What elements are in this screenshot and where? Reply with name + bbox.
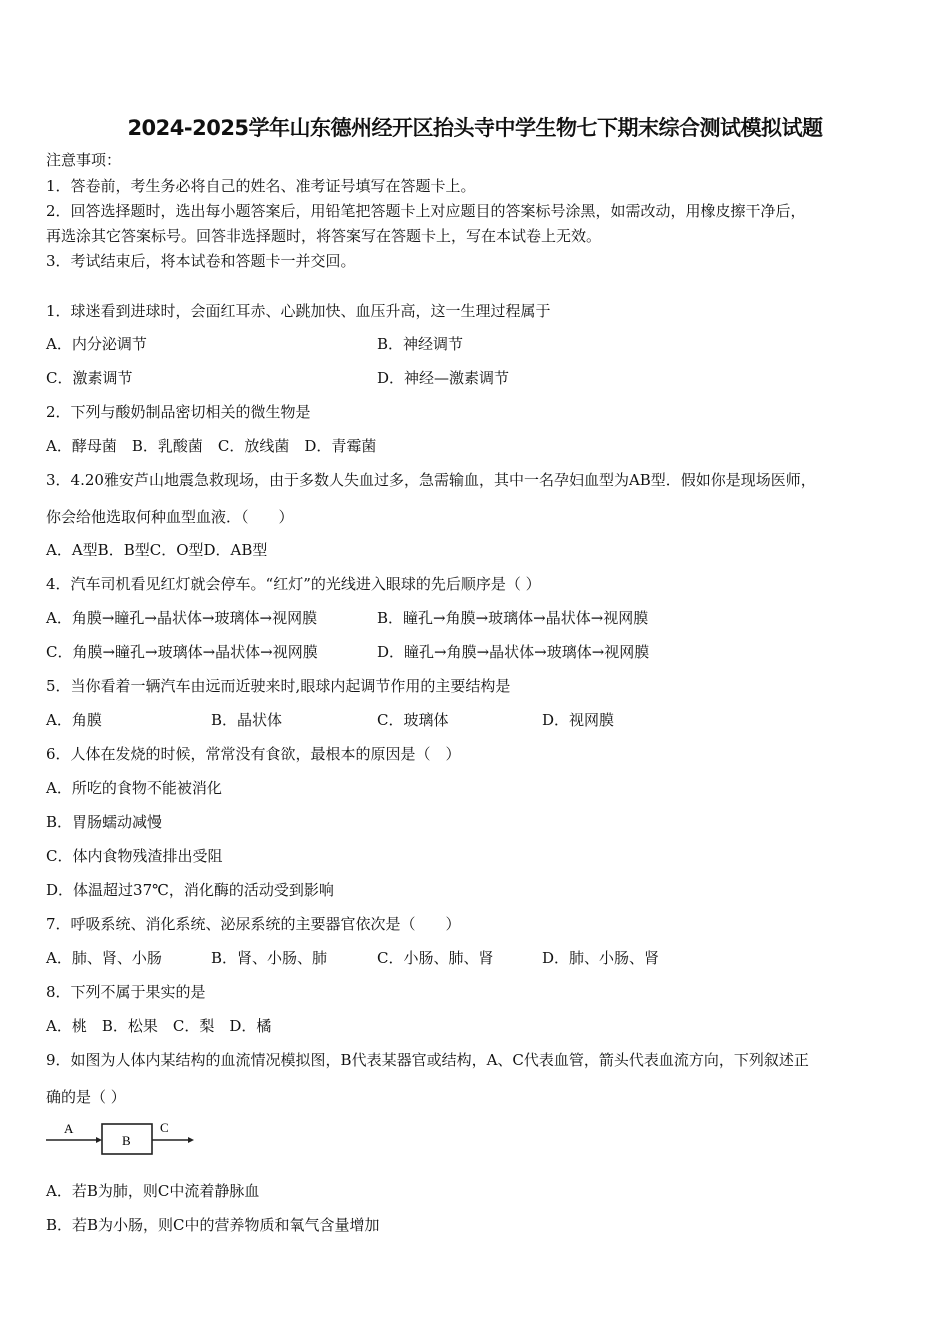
question-stem: 7．呼吸系统、消化系统、泌尿系统的主要器官依次是（ ） [46, 915, 461, 933]
options: A．酵母菌 B．乳酸菌 C．放线菌 D．青霉菌 [46, 437, 377, 455]
notice-item: 1．答卷前，考生务必将自己的姓名、准考证号填写在答题卡上。 [46, 177, 476, 195]
question-stem: 6．人体在发烧的时候，常常没有食欲，最根本的原因是（ ） [46, 745, 461, 763]
option-a: A．所吃的食物不能被消化 [46, 779, 222, 797]
option-d: D．视网膜 [542, 711, 615, 729]
option-b: B．若B为小肠，则C中的营养物质和氧气含量增加 [46, 1216, 380, 1234]
option-b: B．瞳孔→角膜→玻璃体→晶状体→视网膜 [377, 609, 649, 627]
question-stem: 4．汽车司机看见红灯就会停车。“红灯”的光线进入眼球的先后顺序是（ ） [46, 575, 541, 593]
question-stem: 5．当你看着一辆汽车由远而近驶来时,眼球内起调节作用的主要结构是 [46, 677, 511, 695]
notice-heading: 注意事项： [46, 151, 122, 169]
notice-item: 3．考试结束后，将本试卷和答题卡一并交回。 [46, 252, 356, 270]
options: A．桃 B．松果 C．梨 D．橘 [46, 1017, 272, 1035]
page-title: 2024-2025学年山东德州经开区抬头寺中学生物七下期末综合测试模拟试题 [127, 116, 823, 140]
question-stem: 确的是（ ） [46, 1088, 126, 1106]
label-c: C [160, 1120, 169, 1135]
option-d: D．体温超过37℃，消化酶的活动受到影响 [46, 881, 334, 899]
label-b: B [122, 1133, 131, 1148]
option-a: A．角膜 [46, 711, 102, 729]
question-stem: 3．4.20雅安芦山地震急救现场，由于多数人失血过多，急需输血，其中一名孕妇血型为AB型．假如你是现场医师， [46, 471, 816, 489]
option-c: C．激素调节 [46, 369, 133, 387]
question-stem: 2．下列与酸奶制品密切相关的微生物是 [46, 403, 311, 421]
options: A．A型B．B型C．O型D．AB型 [46, 541, 268, 559]
option-a: A．角膜→瞳孔→晶状体→玻璃体→视网膜 [46, 609, 318, 627]
option-c: C．体内食物残渣排出受阻 [46, 847, 223, 865]
option-b: B．胃肠蠕动减慢 [46, 813, 163, 831]
option-c: C．角膜→瞳孔→玻璃体→晶状体→视网膜 [46, 643, 318, 661]
option-a: A．若B为肺，则C中流着静脉血 [46, 1182, 260, 1200]
question-stem: 1．球迷看到进球时，会面红耳赤、心跳加快、血压升高，这一生理过程属于 [46, 302, 551, 320]
option-b: B．肾、小肠、肺 [211, 949, 328, 967]
option-c: C．玻璃体 [377, 711, 449, 729]
option-c: C．小肠、肺、肾 [377, 949, 494, 967]
option-a: A．内分泌调节 [46, 335, 147, 353]
question-stem: 8．下列不属于果实的是 [46, 983, 206, 1001]
option-a: A．肺、肾、小肠 [46, 949, 162, 967]
blood-flow-diagram [46, 1118, 206, 1162]
option-b: B．神经调节 [377, 335, 464, 353]
label-a: A [64, 1121, 74, 1136]
question-stem: 9．如图为人体内某结构的血流情况模拟图，B代表某器官或结构，A、C代表血管，箭头代表血流方向，下列叙述正 [46, 1051, 809, 1069]
notice-item: 2．回答选择题时，选出每小题答案后，用铅笔把答题卡上对应题目的答案标号涂黑，如需改动，用橡皮擦干净后， [46, 202, 806, 220]
question-stem: 你会给他选取何种血型血液．（ ） [46, 508, 294, 526]
arrow-a-head [96, 1137, 102, 1143]
option-d: D．肺、小肠、肾 [542, 949, 660, 967]
notice-item: 再选涂其它答案标号。回答非选择题时，将答案写在答题卡上，写在本试卷上无效。 [46, 227, 602, 245]
option-b: B．晶状体 [211, 711, 283, 729]
option-d: D．瞳孔→角膜→晶状体→玻璃体→视网膜 [377, 643, 650, 661]
arrow-c-head [188, 1137, 194, 1143]
option-d: D．神经—激素调节 [377, 369, 510, 387]
